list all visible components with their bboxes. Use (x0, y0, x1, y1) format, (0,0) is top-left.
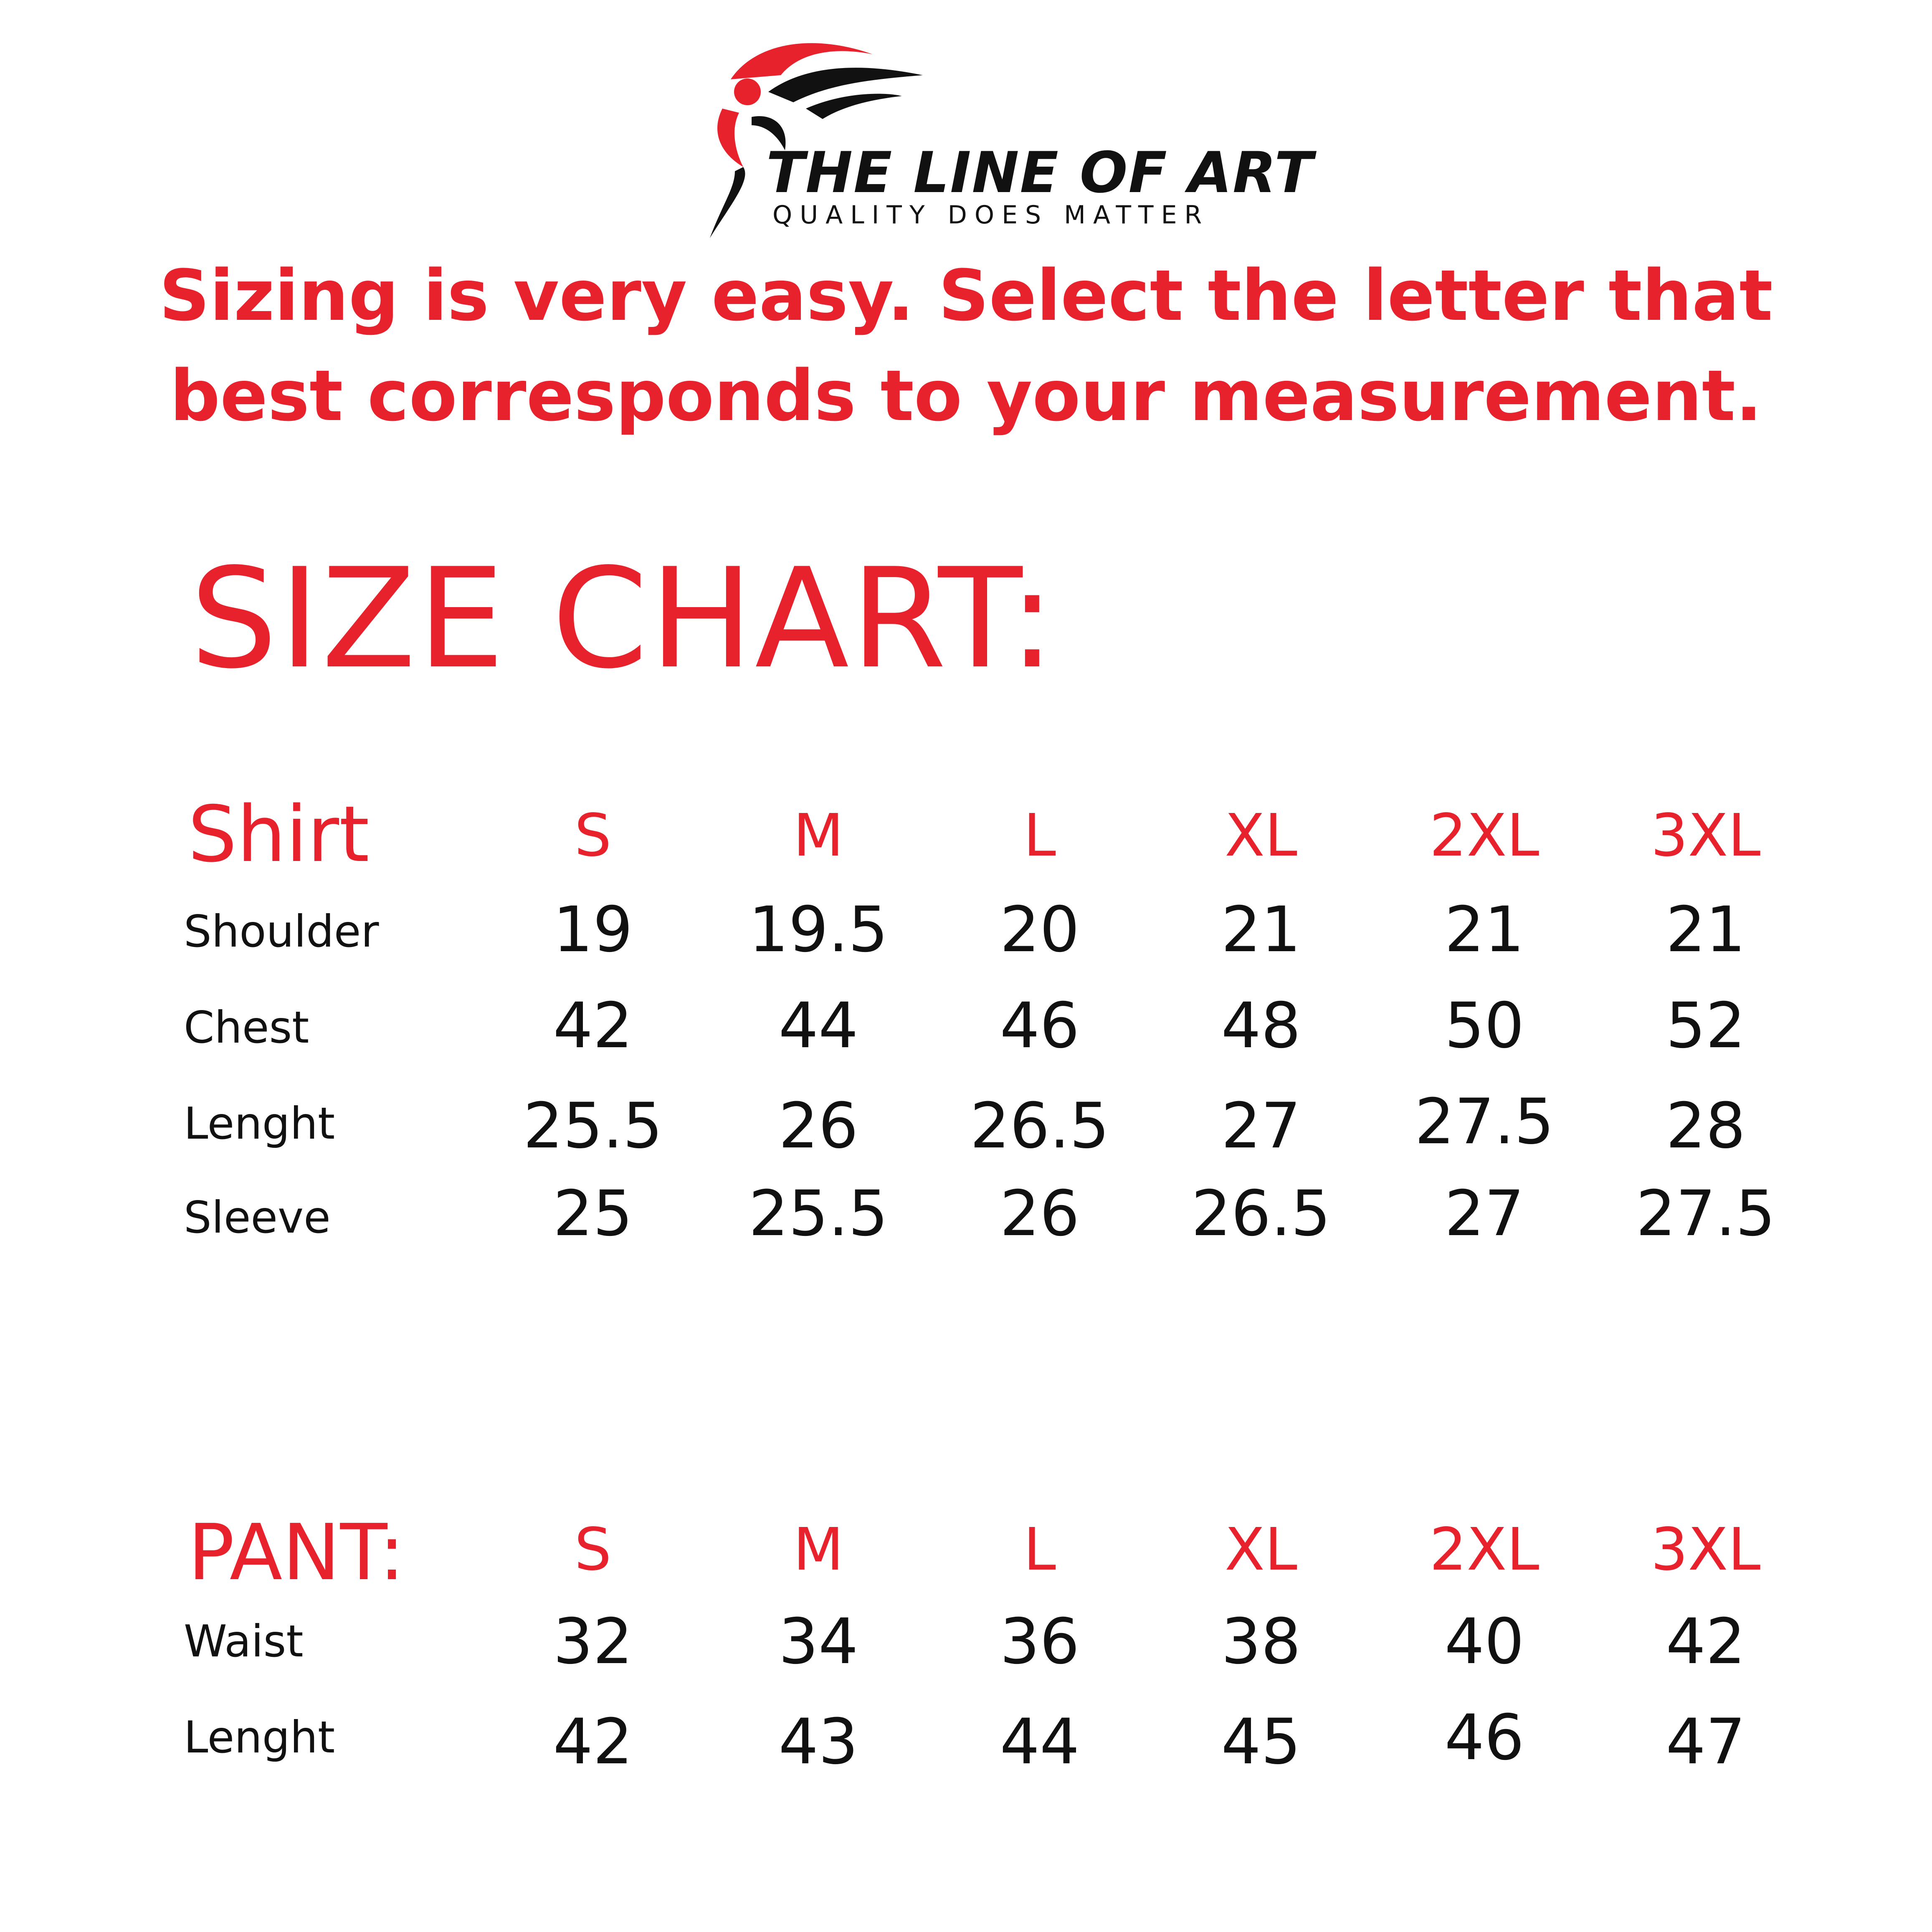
shirt-cell: 50 (1444, 990, 1524, 1062)
shirt-cell: 44 (778, 990, 858, 1062)
pant-size-s: S (574, 1516, 612, 1584)
shirt-row-label-shoulder: Shoulder (184, 906, 379, 957)
shirt-cell: 26 (778, 1090, 858, 1162)
shirt-cell: 27 (1221, 1090, 1301, 1162)
shirt-size-l: L (1023, 802, 1056, 870)
pant-cell: 34 (778, 1605, 858, 1678)
pant-cell: 44 (1000, 1706, 1080, 1778)
shirt-cell: 28 (1666, 1090, 1746, 1162)
pant-size-m: M (793, 1516, 844, 1584)
shirt-cell: 52 (1666, 990, 1746, 1062)
brand-logo (706, 29, 1314, 246)
pant-cell: 32 (553, 1605, 633, 1678)
size-chart-title: SIZE CHART: (190, 539, 1057, 699)
shirt-cell: 46 (1000, 990, 1080, 1062)
shirt-cell: 20 (1000, 894, 1080, 966)
shirt-cell: 21 (1666, 894, 1746, 966)
pant-cell: 43 (778, 1706, 858, 1778)
shirt-cell: 21 (1221, 894, 1301, 966)
pant-cell: 42 (553, 1706, 633, 1778)
shirt-cell: 21 (1444, 894, 1524, 966)
shirt-cell: 19.5 (749, 894, 888, 966)
pant-size-xl: XL (1225, 1516, 1297, 1584)
intro-line-2: best corresponds to your measurement. (170, 355, 1762, 437)
pant-size-3xl: 3XL (1651, 1516, 1761, 1584)
shirt-cell: 27.5 (1415, 1086, 1554, 1158)
pant-size-l: L (1023, 1516, 1056, 1584)
pant-cell: 38 (1221, 1605, 1301, 1678)
shirt-cell: 25 (553, 1177, 633, 1250)
shirt-cell: 25.5 (523, 1090, 663, 1162)
shirt-cell: 26.5 (970, 1090, 1109, 1162)
shirt-cell: 27.5 (1636, 1177, 1775, 1250)
shirt-cell: 42 (553, 990, 633, 1062)
pant-cell: 36 (1000, 1605, 1080, 1678)
shirt-cell: 19 (553, 894, 633, 966)
shirt-cell: 26 (1000, 1177, 1080, 1250)
pant-cell: 47 (1666, 1706, 1746, 1778)
shirt-size-m: M (793, 802, 844, 870)
brand-name: THE LINE OF ART (766, 140, 1314, 205)
shirt-size-3xl: 3XL (1651, 802, 1761, 870)
shirt-section-title: Shirt (188, 789, 370, 879)
shirt-size-xl: XL (1225, 802, 1297, 870)
shirt-row-label-chest: Chest (184, 1002, 309, 1053)
pant-section-title: PANT: (188, 1507, 405, 1598)
pant-row-label-length: Lenght (184, 1712, 335, 1763)
shirt-row-label-sleeve: Sleeve (184, 1192, 331, 1243)
pant-size-2xl: 2XL (1429, 1516, 1540, 1584)
pant-cell: 40 (1444, 1605, 1524, 1678)
shirt-size-s: S (574, 802, 612, 870)
shirt-cell: 27 (1444, 1177, 1524, 1250)
brand-tagline: QUALITY DOES MATTER (772, 200, 1210, 230)
pant-cell: 45 (1221, 1706, 1301, 1778)
intro-line-1: Sizing is very easy. Select the letter that (159, 255, 1773, 337)
shirt-cell: 26.5 (1191, 1177, 1331, 1250)
shirt-row-label-length: Lenght (184, 1098, 335, 1149)
shirt-cell: 48 (1221, 990, 1301, 1062)
pant-cell: 42 (1666, 1605, 1746, 1678)
pant-cell: 46 (1444, 1702, 1524, 1774)
shirt-size-2xl: 2XL (1429, 802, 1540, 870)
pant-row-label-waist: Waist (184, 1616, 304, 1667)
shirt-cell: 25.5 (749, 1177, 888, 1250)
